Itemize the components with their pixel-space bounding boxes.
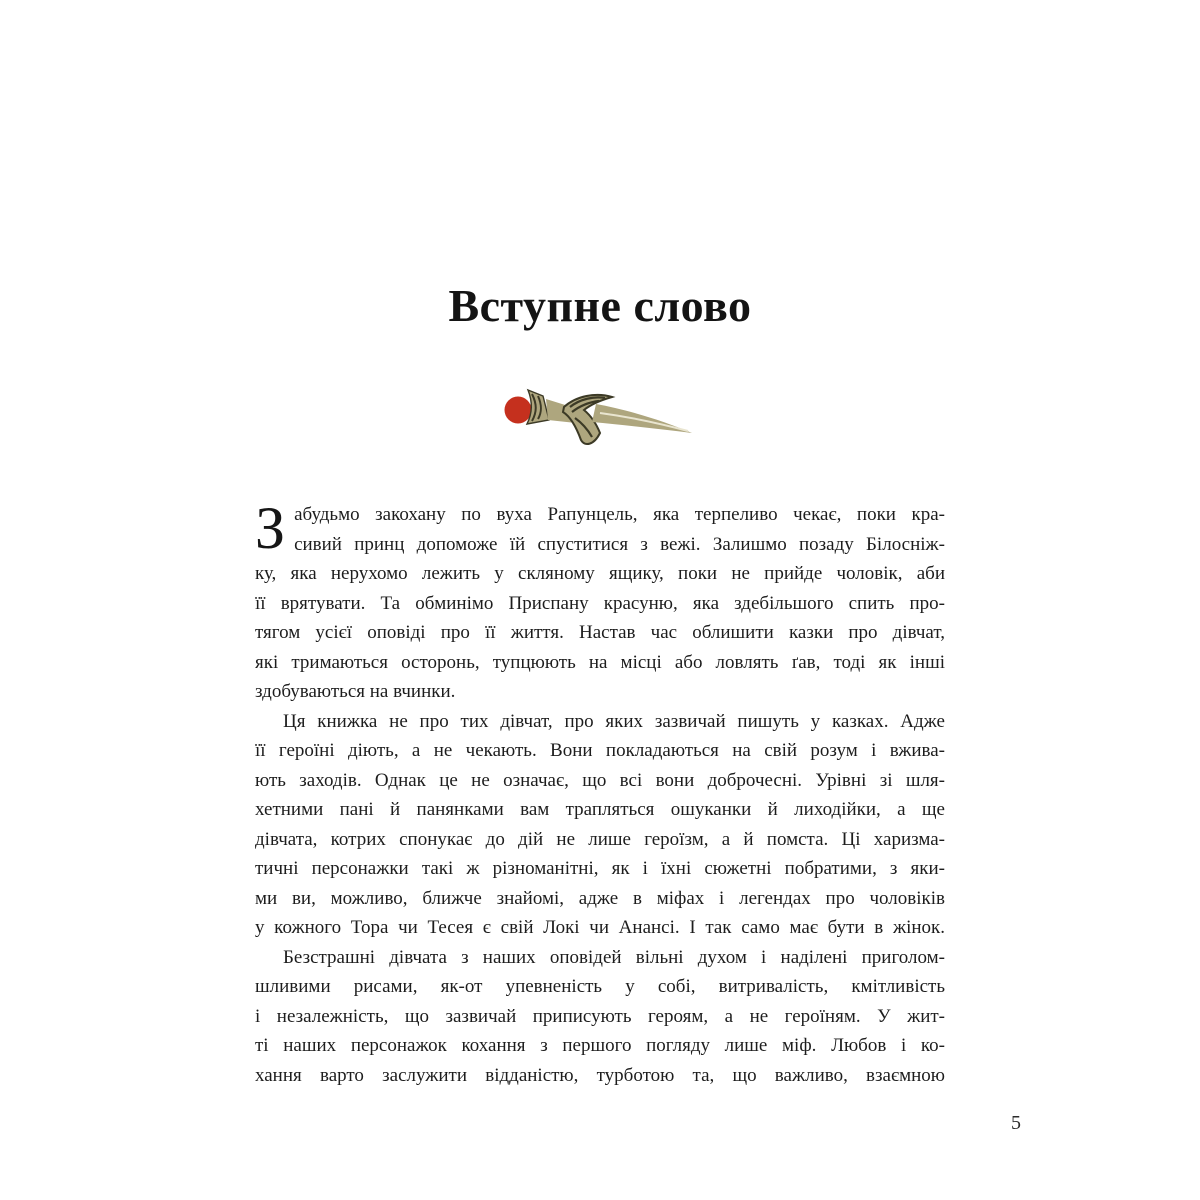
page-number: 5 (1011, 1112, 1021, 1134)
text-line: ку, яка нерухомо лежить у скляному ящику, поки не прийде чоловік, аби (255, 563, 945, 584)
dagger-pommel (505, 397, 532, 424)
text-line: тягом усієї оповіді про її життя. Настав час облишити казки про дівчат, (255, 622, 945, 643)
text-line: Ця книжка не про тих дівчат, про яких зазвичай пишуть у казках. Адже (283, 710, 945, 732)
drop-cap: З (255, 495, 286, 561)
text-line: її героїні діють, а не чекають. Вони покладаються на свій розум і вжива- (255, 740, 945, 761)
text-line: сивий принц допоможе їй спуститися з вежі. Залишмо позаду Білосніж- (294, 533, 945, 555)
text-line: і незалежність, що зазвичай приписують героям, а не героїням. У жит- (255, 1005, 945, 1027)
text-line: шливими рисами, як-от упевненість у собі, витривалість, кмітливість (255, 976, 945, 997)
text-column (255, 280, 945, 1090)
text-line: дівчата, котрих спонукає до дій не лише героїзм, а й помста. Ці харизма- (255, 828, 945, 850)
text-line: ми ви, можливо, ближче знайомі, адже в міфах і легендах про чоловіків (255, 887, 945, 909)
text-line: хетними пані й панянками вам трапляться ошуканки й лиходійки, а ще (255, 799, 945, 820)
page-title: Вступне слово (448, 280, 752, 331)
text-line: тичні персонажки такі ж різноманітні, як і їхні сюжетні побратими, з яки- (255, 858, 945, 879)
paragraph (255, 707, 945, 943)
text-line: абудьмо закохану по вуха Рапунцель, яка терпеливо чекає, поки кра- (294, 504, 945, 525)
text-line: ють заходів. Однак це не означає, що всі вони доброчесні. Урівні зі шля- (255, 769, 945, 791)
text-line: які тримаються осторонь, тупцюють на місці або ловлять ґав, тоді як інші (255, 651, 945, 673)
text-line: здобуваються на вчинки. (255, 681, 456, 702)
text-line: хання варто заслужити відданістю, турботою та, що важливо, взаємною (255, 1064, 945, 1086)
dagger-icon (502, 387, 698, 459)
text-line: ті наших персонажок кохання з першого погляду лише міф. Любов і ко- (255, 1035, 945, 1056)
chapter-ornament (255, 386, 945, 460)
paragraph (255, 943, 945, 1091)
text-line: у кожного Тора чи Тесея є свій Локі чи Анансі. І так само має бути в жінок. (255, 917, 945, 938)
body-text (255, 495, 945, 1090)
paragraph (255, 495, 945, 707)
text-line: Безстрашні дівчата з наших оповідей вільні духом і наділені приголом- (283, 946, 945, 968)
text-line: її врятувати. Та обминімо Приспану красуню, яка здебільшого спить про- (255, 592, 945, 614)
